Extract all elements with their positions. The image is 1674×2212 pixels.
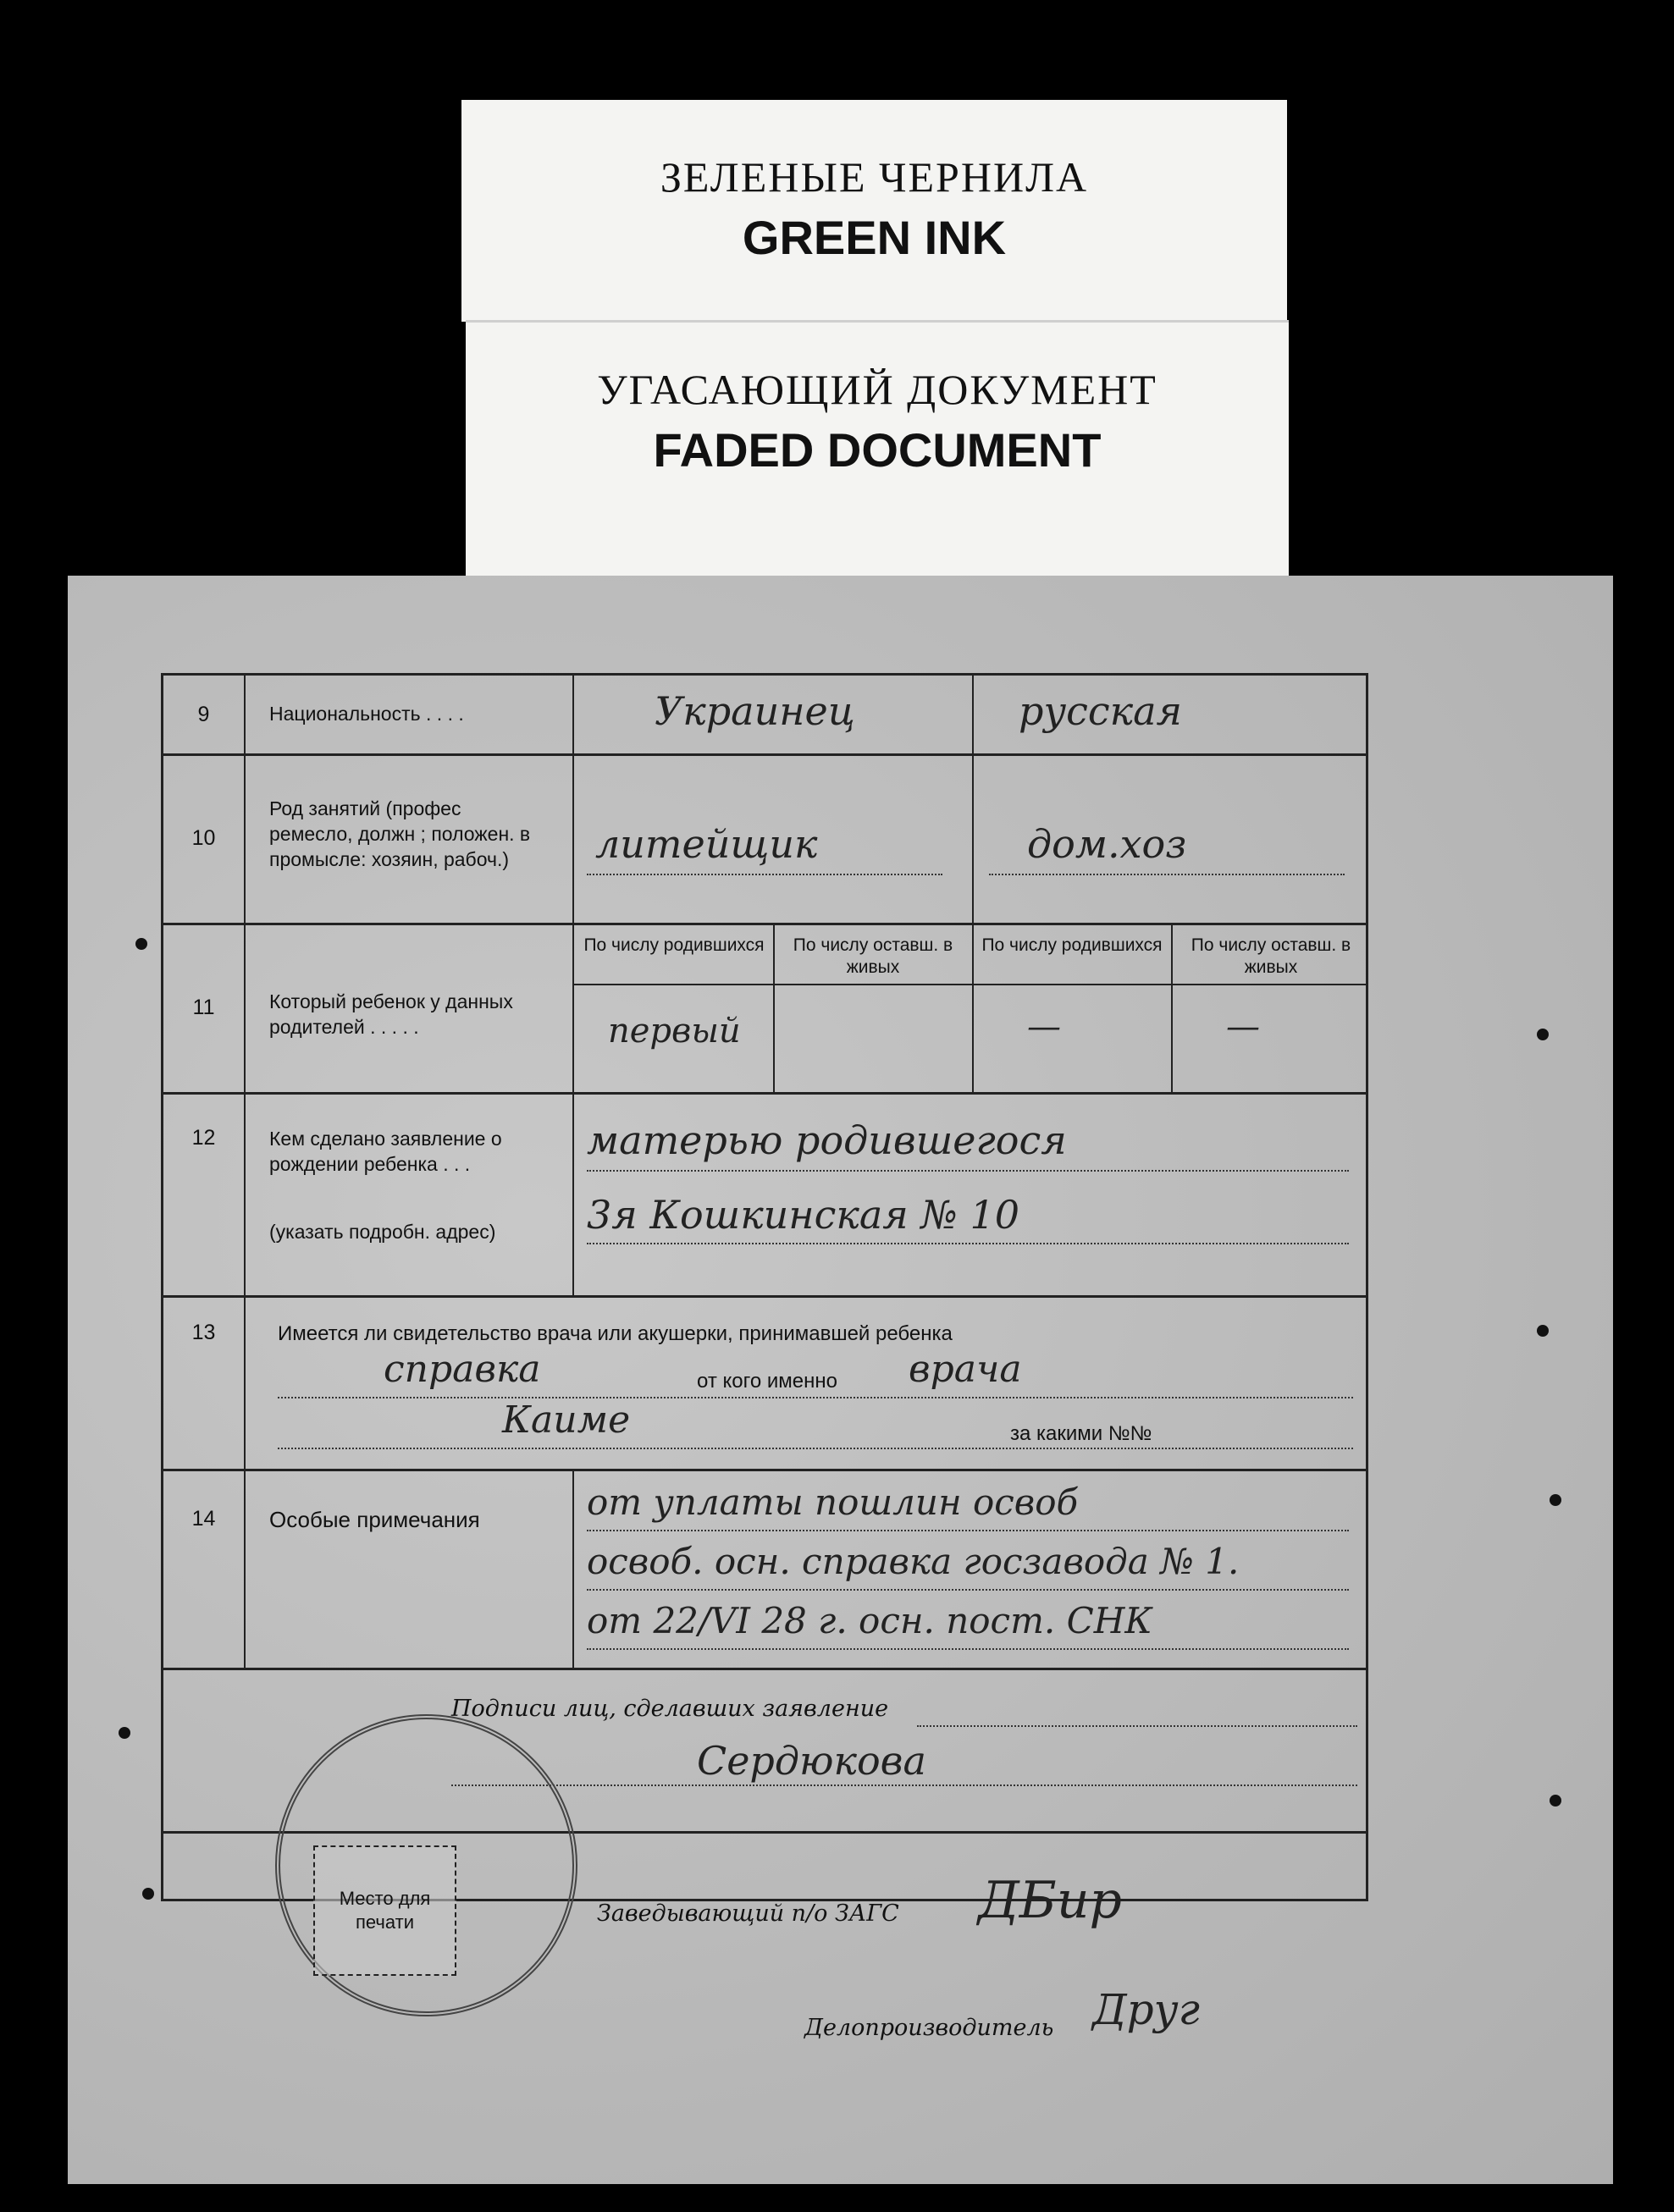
punch-hole	[1550, 1795, 1561, 1807]
doctor-name: Каиме	[502, 1398, 631, 1442]
faded-document-card	[466, 320, 1289, 576]
address-label: (указать подробн. адрес)	[269, 1221, 496, 1243]
row-label	[244, 1092, 574, 1295]
numbers-label: за какими №№	[1010, 1422, 1152, 1445]
mother-nationality: русская	[1019, 688, 1183, 734]
row-certificate	[163, 1295, 1366, 1471]
punch-hole	[135, 938, 147, 950]
dotted-line	[278, 1448, 1353, 1449]
col-alive-father: По числу оставш. в живых	[793, 935, 953, 977]
row-label: Род занятий (профес ремесло, должн ; положен. в промысле: хозяин, рабоч.)	[244, 753, 574, 923]
row-label: Который ребенок у данных родителей . . . . .	[244, 923, 574, 1092]
child-order-born: первый	[608, 1012, 741, 1051]
faded-document-label-ru: УГАСАЮЩИЙ ДОКУМЕНТ	[597, 366, 1157, 413]
punch-hole	[1537, 1325, 1549, 1337]
applicant-label: Кем сделано заявление о рождении ребенка . . .	[269, 1128, 502, 1175]
row-nationality	[163, 676, 1366, 756]
row-child-order	[163, 923, 1366, 1095]
faded-document-label-en: FADED DOCUMENT	[653, 423, 1102, 477]
row-number: 14	[163, 1469, 246, 1668]
column-divider	[1171, 923, 1173, 1092]
form-table	[161, 673, 1368, 1901]
dotted-line	[587, 1243, 1349, 1244]
green-ink-label-ru: ЗЕЛЕНЫЕ ЧЕРНИЛА	[660, 153, 1089, 201]
notes-line-3: от 22/VI 28 г. осн. пост. СНК	[587, 1600, 1152, 1641]
column-divider	[972, 753, 974, 923]
registry-form-sheet	[68, 576, 1613, 2184]
dotted-line	[451, 1784, 1357, 1786]
green-ink-label-en: GREEN INK	[742, 211, 1007, 264]
notes-line-1: от уплаты пошлин освоб	[587, 1481, 1079, 1523]
punch-hole	[1550, 1494, 1561, 1506]
from-whom-value: врача	[909, 1348, 1022, 1391]
row-number: 11	[163, 923, 246, 1092]
head-registrar-signature: ДБир	[978, 1871, 1122, 1930]
row-occupation	[163, 753, 1366, 925]
row-applicant	[163, 1092, 1366, 1298]
column-divider	[972, 676, 974, 753]
dotted-line	[587, 874, 942, 875]
seal-place-label: Место для печати	[339, 1888, 431, 1933]
punch-hole	[119, 1727, 130, 1739]
dotted-line	[989, 874, 1345, 875]
seal-place-box	[313, 1845, 456, 1976]
row-number: 13	[163, 1295, 246, 1469]
child-order-alive-mother: —	[1226, 1007, 1260, 1046]
mother-occupation: дом.хоз	[1027, 821, 1187, 867]
column-divider	[972, 923, 974, 1092]
clerk-label: Делопроизводитель	[804, 2015, 1054, 2041]
col-born-father: По числу родившихся	[583, 935, 765, 955]
header-divider	[574, 984, 1366, 985]
punch-hole	[142, 1888, 154, 1900]
head-registrar-label: Заведывающий п/о ЗАГС	[597, 1900, 899, 1927]
row-number: 9	[163, 676, 246, 753]
applicant-address: 3я Кошкинская № 10	[587, 1192, 1020, 1238]
dotted-line	[587, 1589, 1349, 1591]
dotted-line	[917, 1725, 1357, 1727]
row-notes	[163, 1469, 1366, 1670]
column-divider	[773, 923, 775, 1092]
row-number: 10	[163, 753, 246, 923]
father-nationality: Украинец	[655, 688, 855, 734]
clerk-signature: Друг	[1092, 1985, 1200, 2034]
from-whom-label: от кого именно	[697, 1370, 837, 1393]
child-order-born-mother: —	[1027, 1007, 1061, 1046]
applicants-signature-label: Подписи лиц, сделавших заявление	[451, 1696, 889, 1722]
dotted-line	[278, 1397, 1353, 1398]
applicant-signature: Сердюкова	[697, 1738, 926, 1784]
col-born-mother: По числу родившихся	[981, 935, 1163, 955]
dotted-line	[587, 1530, 1349, 1531]
row-label: Национальность . . . .	[244, 676, 574, 753]
row-number: 12	[163, 1092, 246, 1295]
dotted-line	[587, 1170, 1349, 1172]
notes-line-2: освоб. осн. справка госзавода № 1.	[587, 1541, 1240, 1582]
green-ink-card	[461, 100, 1287, 322]
col-alive-mother: По числу оставш. в живых	[1191, 935, 1351, 977]
certificate-value: справка	[384, 1348, 541, 1391]
punch-hole	[1537, 1029, 1549, 1040]
row-label: Особые примечания	[244, 1469, 574, 1668]
applicant-value: матерью родившегося	[587, 1117, 1067, 1163]
certificate-label: Имеется ли свидетельство врача или акушерки, принимавшей ребенка	[278, 1322, 953, 1345]
father-occupation: литейщик	[595, 821, 818, 867]
dotted-line	[587, 1648, 1349, 1650]
